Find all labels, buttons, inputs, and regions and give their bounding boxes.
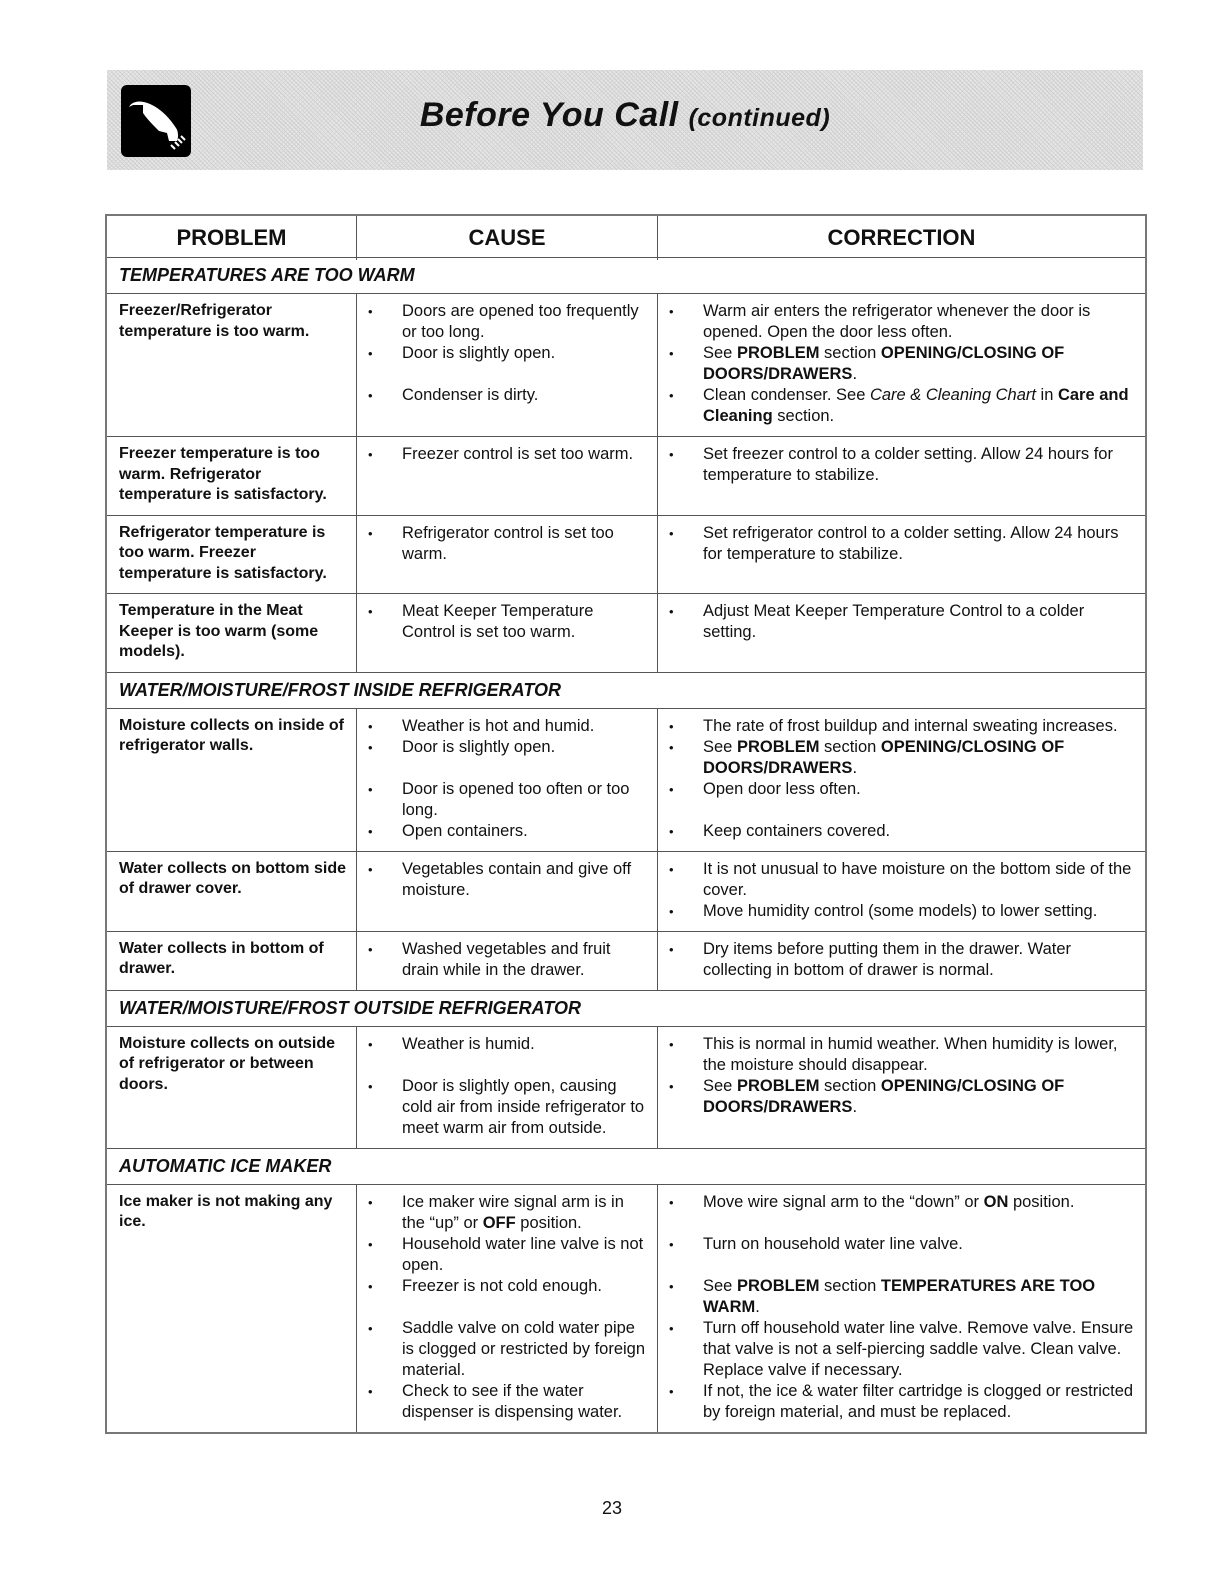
- text-segment: OPENING/CLOSING OF DOORS/DRAWERS: [703, 344, 1065, 383]
- problem-cell: Ice maker is not making any ice.: [119, 1192, 333, 1230]
- text-segment: Door is slightly open.: [402, 344, 556, 362]
- problem-cell: Refrigerator temperature is too warm. Freezer temperature is satisfactory.: [119, 523, 327, 582]
- correction-item: [657, 939, 1145, 981]
- cause-item: [356, 737, 657, 779]
- column-header-cause: CAUSE: [356, 216, 657, 260]
- table-header: [107, 216, 1145, 258]
- text-segment: Adjust Meat Keeper Temperature Control to a colder setting.: [703, 602, 1085, 641]
- correction-item: [657, 343, 1145, 385]
- text-segment: .: [852, 1097, 858, 1116]
- text-segment: See: [703, 344, 737, 362]
- column-header-problem: PROBLEM: [176, 225, 287, 250]
- title-text: Before You Call: [419, 96, 679, 134]
- text-segment: If not, the ice & water filter cartridge is clogged or restricted by foreign material, and must be replaced.: [703, 1381, 1134, 1421]
- text-segment: section: [819, 344, 881, 362]
- cause-item: [356, 716, 657, 737]
- correction-item: [657, 737, 1145, 779]
- cause-item: [356, 821, 657, 842]
- column-header-correction: CORRECTION: [657, 216, 1145, 260]
- cause-item: [356, 1192, 657, 1234]
- cause-item: [356, 385, 657, 427]
- table-row: [107, 1027, 1145, 1149]
- text-segment: Set refrigerator control to a colder setting. Allow 24 hours for temperature to stabilize.: [703, 523, 1119, 563]
- text-segment: Condenser is dirty.: [402, 386, 539, 404]
- section-title: AUTOMATIC ICE MAKER: [107, 1149, 1145, 1185]
- text-segment: Door is opened too often or too long.: [402, 779, 630, 819]
- cause-item: [356, 523, 657, 565]
- correction-item: [657, 385, 1145, 427]
- text-segment: Set freezer control to a colder setting. Allow 24 hours for temperature to stabilize.: [703, 445, 1113, 484]
- problem-cell: Freezer temperature is too warm. Refrigerator temperature is satisfactory.: [119, 445, 327, 503]
- text-segment: .: [852, 365, 858, 383]
- text-segment: PROBLEM: [736, 737, 820, 756]
- text-segment: ON: [983, 1192, 1009, 1211]
- text-segment: TEMPERATURES ARE TOO WARM: [703, 1276, 1096, 1316]
- title-subtitle: (continued): [688, 104, 831, 132]
- table-row: [107, 709, 1145, 852]
- cause-item: [356, 1034, 657, 1076]
- problem-cell: Water collects in bottom of drawer.: [119, 939, 324, 977]
- cause-item: [356, 1318, 657, 1381]
- correction-item: [657, 859, 1145, 901]
- text-segment: Refrigerator control is set too warm.: [402, 523, 614, 563]
- cause-item: [356, 901, 657, 922]
- cause-item: [356, 939, 657, 981]
- text-segment: Ice maker wire signal arm is in the “up” or: [402, 1192, 624, 1232]
- cause-item: [356, 301, 657, 343]
- table-row: [107, 932, 1145, 991]
- troubleshooting-table: [105, 214, 1147, 1434]
- cause-item: [356, 1381, 657, 1423]
- correction-item: [657, 779, 1145, 821]
- text-segment: Doors are opened too frequently or too long.: [402, 302, 639, 341]
- problem-cell: Moisture collects on outside of refrigerator or between doors.: [119, 1034, 336, 1093]
- page-title: [107, 96, 1143, 135]
- text-segment: See: [703, 737, 737, 756]
- section-title: WATER/MOISTURE/FROST OUTSIDE REFRIGERATOR: [107, 991, 1145, 1027]
- text-segment: Check to see if the water dispenser is dispensing water.: [402, 1381, 623, 1421]
- text-segment: Door is slightly open, causing cold air from inside refrigerator to meet warm air from outside.: [402, 1076, 645, 1137]
- text-segment: Warm air enters the refrigerator whenever the door is opened. Open the door less often.: [703, 302, 1091, 341]
- problem-cell: Moisture collects on inside of refrigerator walls.: [119, 716, 344, 754]
- text-segment: .: [755, 1297, 760, 1316]
- text-segment: OFF: [482, 1213, 516, 1232]
- text-segment: Turn on household water line valve.: [703, 1234, 963, 1253]
- text-segment: See: [703, 1276, 737, 1295]
- text-segment: Weather is humid.: [402, 1034, 535, 1053]
- correction-item: [657, 1034, 1145, 1076]
- text-segment: Move wire signal arm to the “down” or: [703, 1192, 984, 1211]
- cause-item: [356, 343, 657, 385]
- table-row: [107, 437, 1145, 516]
- text-segment: OPENING/CLOSING OF DOORS/DRAWERS: [703, 1076, 1065, 1116]
- table-row: [107, 594, 1145, 673]
- page-header-banner: [107, 70, 1143, 170]
- correction-item: [657, 1234, 1145, 1276]
- text-segment: Door is slightly open.: [402, 737, 556, 756]
- page-number: 23: [601, 1498, 623, 1518]
- correction-item: [657, 901, 1145, 922]
- text-segment: Turn off household water line valve. Remove valve. Ensure that valve is not a self-piercing saddle valve. Clean valve. Replace valve if necessary.: [703, 1318, 1134, 1379]
- text-segment: section: [819, 1076, 881, 1095]
- text-segment: OPENING/CLOSING OF DOORS/DRAWERS: [703, 737, 1065, 777]
- text-segment: section: [819, 1276, 881, 1295]
- table-body: [107, 258, 1145, 1432]
- cause-item: [356, 859, 657, 901]
- section-title: WATER/MOISTURE/FROST INSIDE REFRIGERATOR: [107, 673, 1145, 709]
- text-segment: Freezer control is set too warm.: [402, 445, 634, 463]
- cause-item: [356, 1234, 657, 1276]
- text-segment: Move humidity control (some models) to lower setting.: [703, 901, 1098, 920]
- text-segment: position.: [515, 1213, 582, 1232]
- cause-item: [356, 1076, 657, 1139]
- text-segment: section.: [772, 407, 835, 425]
- text-segment: The rate of frost buildup and internal sweating increases.: [703, 716, 1118, 735]
- correction-item: [657, 301, 1145, 343]
- text-segment: Dry items before putting them in the drawer. Water collecting in bottom of drawer is normal.: [703, 939, 1072, 979]
- correction-item: [657, 1192, 1145, 1234]
- cause-item: [356, 779, 657, 821]
- text-segment: Clean condenser. See: [703, 386, 870, 404]
- table-row: [107, 516, 1145, 595]
- section-title: TEMPERATURES ARE TOO WARM: [107, 258, 1145, 294]
- text-segment: PROBLEM: [736, 344, 820, 362]
- correction-item: [657, 523, 1145, 565]
- correction-item: [657, 1076, 1145, 1139]
- cause-item: [356, 1276, 657, 1318]
- text-segment: PROBLEM: [736, 1076, 820, 1095]
- correction-item: [657, 444, 1145, 486]
- problem-cell: Freezer/Refrigerator temperature is too warm.: [119, 302, 310, 340]
- text-segment: This is normal in humid weather. When humidity is lower, the moisture should disappear.: [703, 1034, 1118, 1074]
- text-segment: position.: [1008, 1192, 1075, 1211]
- text-segment: Open containers.: [402, 821, 528, 840]
- correction-item: [657, 1276, 1145, 1318]
- text-segment: It is not unusual to have moisture on the bottom side of the cover.: [703, 859, 1132, 899]
- correction-item: [657, 601, 1145, 643]
- table-row: [107, 294, 1145, 437]
- text-segment: Household water line valve is not open.: [402, 1234, 644, 1274]
- text-segment: Keep containers covered.: [703, 821, 891, 840]
- problem-cell: Temperature in the Meat Keeper is too warm (some models).: [119, 602, 319, 660]
- text-segment: PROBLEM: [736, 1276, 820, 1295]
- text-segment: Weather is hot and humid.: [402, 716, 595, 735]
- problem-cell: Water collects on bottom side of drawer cover.: [119, 859, 346, 897]
- table-row: [107, 852, 1145, 932]
- correction-item: [657, 716, 1145, 737]
- text-segment: Vegetables contain and give off moisture.: [402, 859, 632, 899]
- text-segment: Meat Keeper Temperature Control is set too warm.: [402, 602, 594, 641]
- text-segment: Care and Cleaning: [703, 386, 1129, 425]
- correction-item: [657, 1318, 1145, 1381]
- table-row: [107, 1185, 1145, 1432]
- text-segment: .: [852, 758, 858, 777]
- text-segment: section: [819, 737, 881, 756]
- text-segment: Saddle valve on cold water pipe is clogged or restricted by foreign material.: [402, 1318, 646, 1379]
- text-segment: in: [1035, 386, 1058, 404]
- text-segment: See: [703, 1076, 737, 1095]
- cause-item: [356, 601, 657, 643]
- text-segment: Washed vegetables and fruit drain while in the drawer.: [402, 939, 611, 979]
- cause-item: [356, 444, 657, 486]
- text-segment: Open door less often.: [703, 779, 861, 798]
- text-segment: Freezer is not cold enough.: [402, 1276, 602, 1295]
- correction-item: [657, 821, 1145, 842]
- correction-item: [657, 1381, 1145, 1423]
- text-segment: Care & Cleaning Chart: [869, 386, 1036, 404]
